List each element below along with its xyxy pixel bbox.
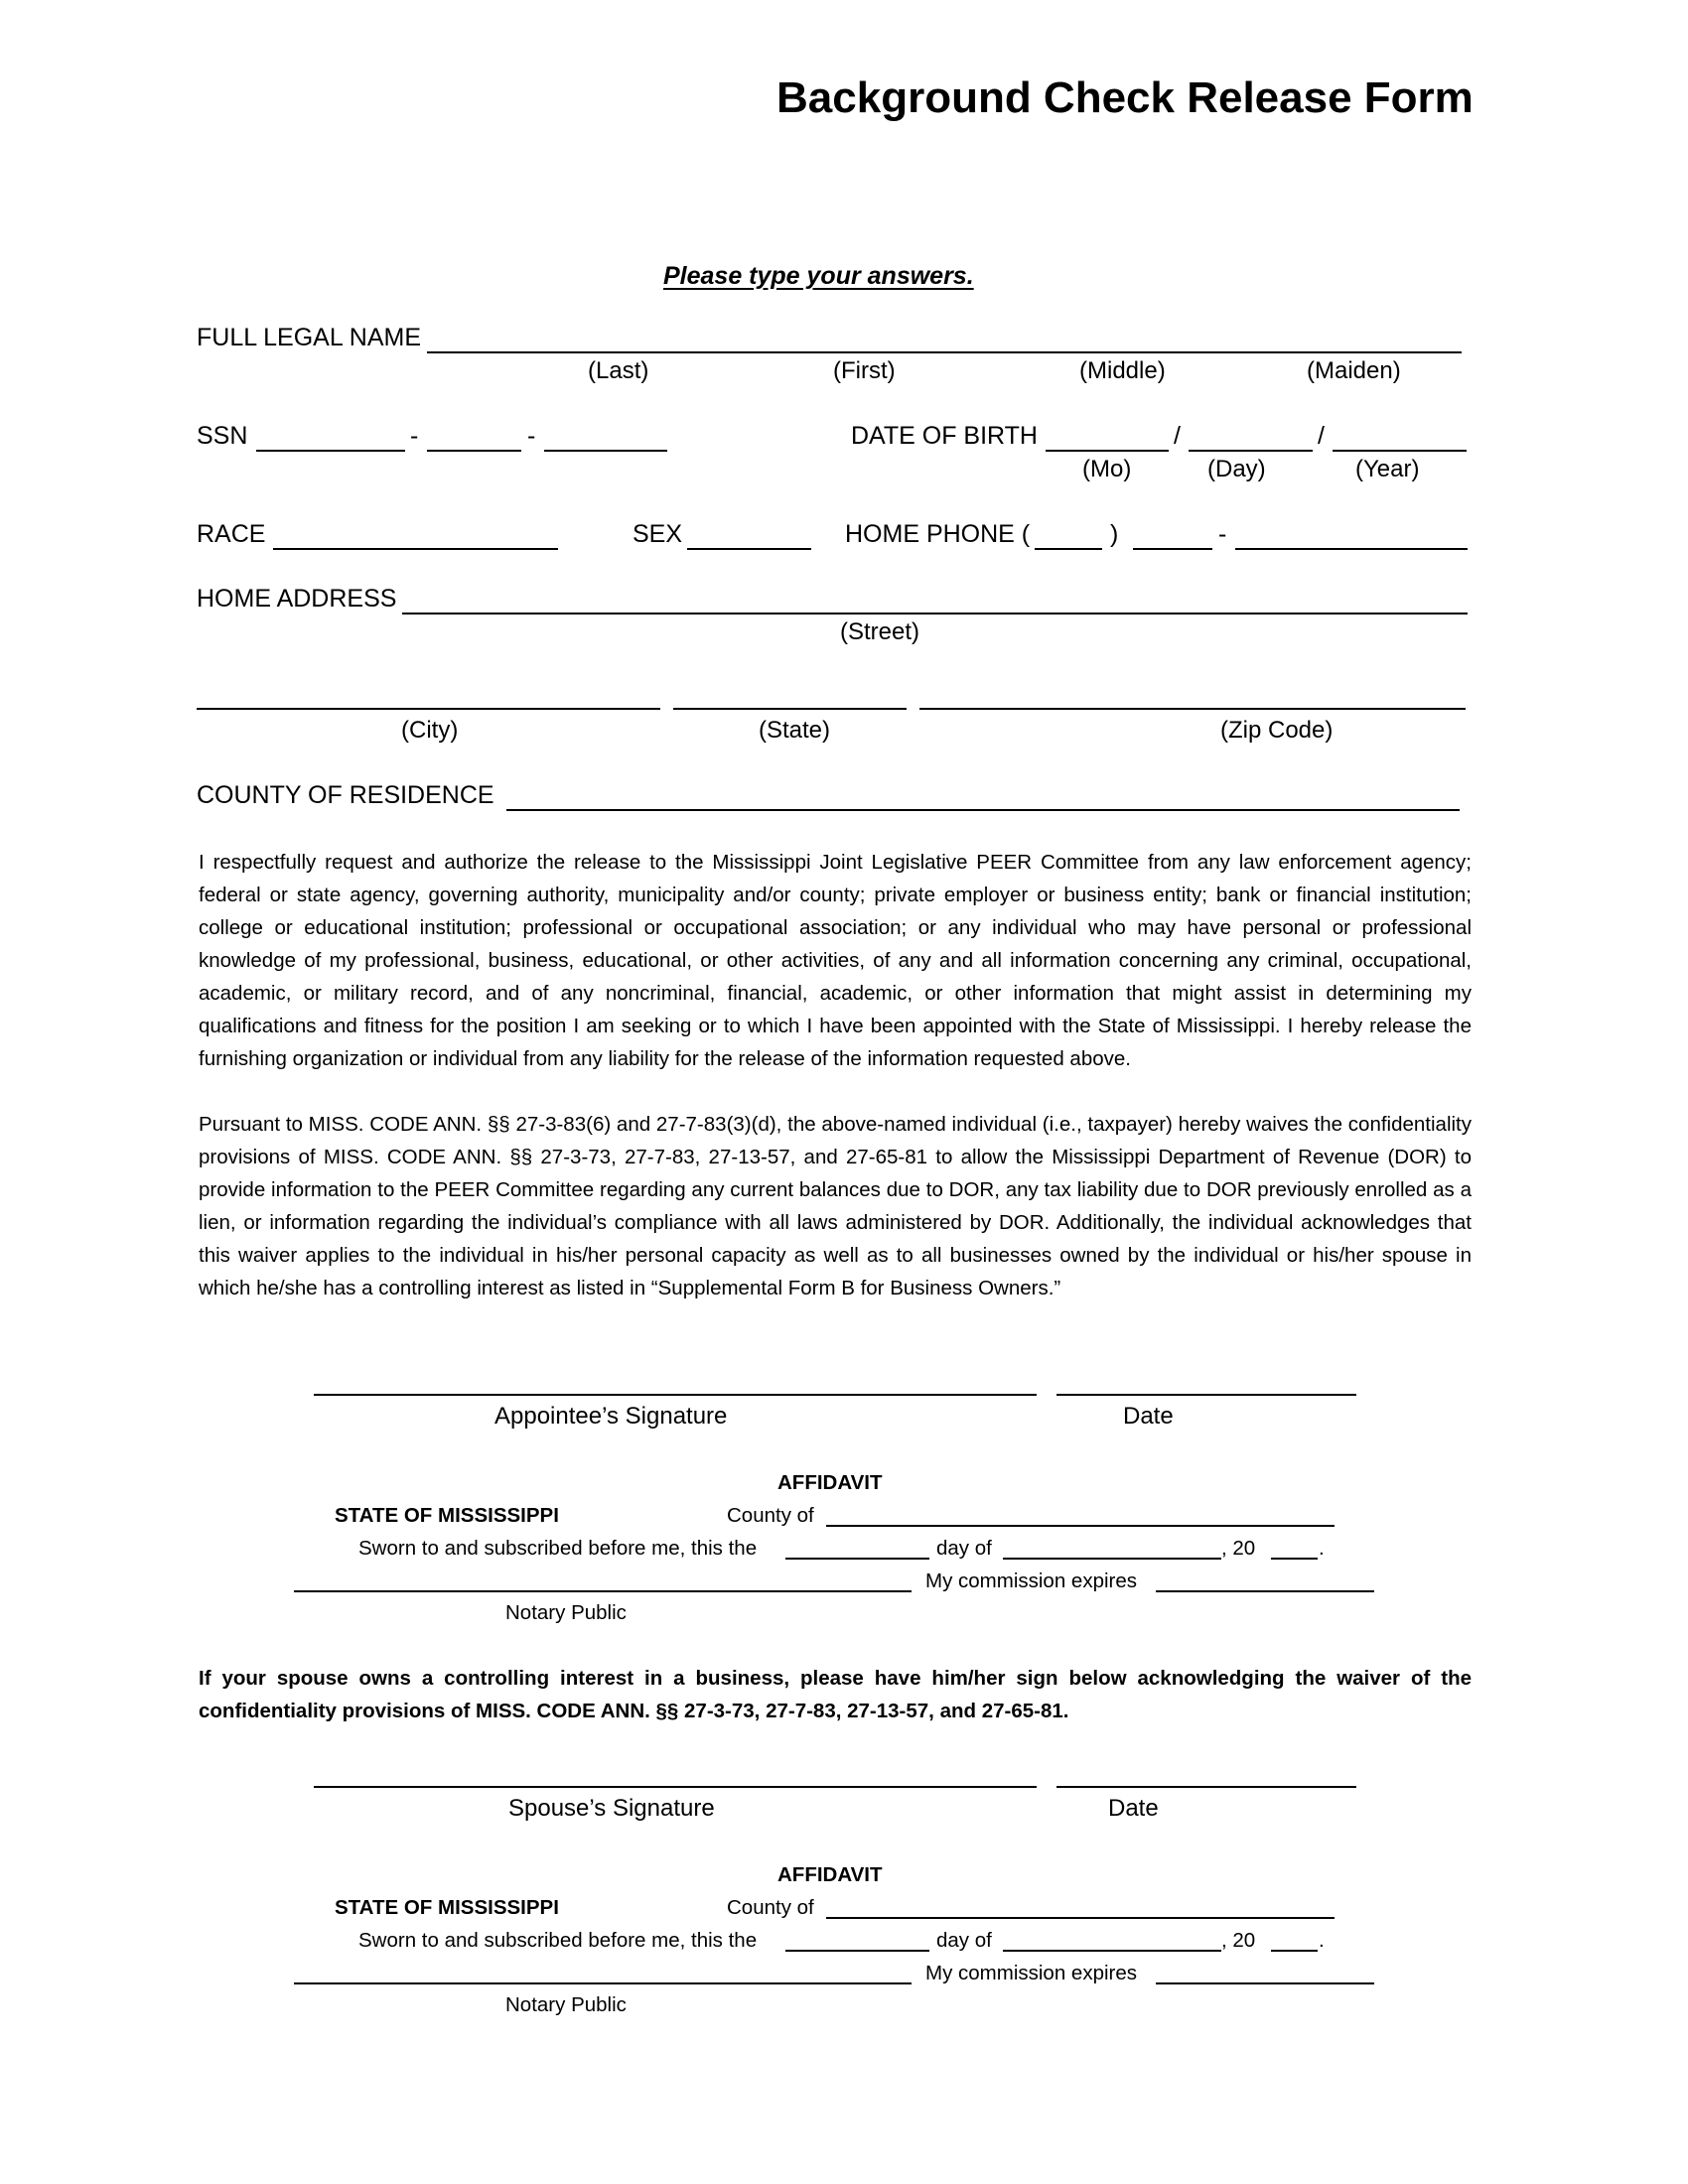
affidavit-1-year-prefix: , 20 [1221,1537,1256,1560]
sex-line [687,548,811,550]
spouse-date-label: Date [1108,1795,1159,1822]
ssn-separator-2: - [527,422,536,450]
authorization-paragraph: I respectfully request and authorize the release to the Mississippi Joint Legislative PEER Committee from any law enforcement agency; federal or state agency, governing authority, municipality and/or county; private employer or business entity; bank or financial institution; college or educational institution; professional or occupational association; or any individual who may have personal or professional knowledge of my professional, business, educational, or other activities, of any and all information concerning any criminal, occupational, academic, or military record, and of any noncriminal, financial, academic, or other information that might assist in determining my qualifications and fitness for the position I am seeking or to which I have been appointed with the State of Mississippi. I hereby release the furnishing organization or individual from any liability for the release of the information requested above. [199,851,1472,1070]
affidavit-1-state: STATE OF MISSISSIPPI [335,1504,559,1527]
phone-line-number-line [1235,548,1468,550]
ssn-part2-input[interactable] [429,422,519,448]
affidavit-2-month-line[interactable] [1003,1950,1221,1952]
name-sublabel-last: (Last) [588,357,649,384]
dob-sublabel-year: (Year) [1355,456,1420,482]
race-input[interactable] [275,520,556,546]
affidavit-1-notary-label: Notary Public [505,1601,627,1624]
spouse-signature-label: Spouse’s Signature [508,1795,715,1822]
affidavit-2-notary-signature-line[interactable] [294,1982,912,1984]
phone-separator: - [1218,520,1227,548]
county-of-residence-line [506,809,1460,811]
zip-line [919,708,1466,710]
dob-month-input[interactable] [1048,422,1167,448]
phone-prefix-input[interactable] [1135,520,1210,546]
appointee-date-line[interactable] [1056,1394,1356,1396]
affidavit-1-sworn-text: Sworn to and subscribed before me, this the [358,1537,758,1560]
city-line [197,708,660,710]
affidavit-2-county-label: County of [727,1896,814,1919]
instruction-text: Please type your answers. [663,262,974,290]
dob-separator-1: / [1174,422,1181,450]
state-line [673,708,907,710]
ssn-separator-1: - [410,422,419,450]
affidavit-2-year-suffix: . [1319,1929,1325,1952]
zip-sublabel: (Zip Code) [1220,717,1334,744]
affidavit-2-day-line[interactable] [785,1950,929,1952]
affidavit-1-county-label: County of [727,1504,814,1527]
affidavit-2-notary-label: Notary Public [505,1993,627,2016]
affidavit-2-heading: AFFIDAVIT [777,1863,883,1886]
phone-close-paren: ) [1110,520,1119,548]
dob-day-line [1189,450,1313,452]
dor-waiver-paragraph: Pursuant to MISS. CODE ANN. §§ 27-3-83(6) and 27-7-83(3)(d), the above-named individual (i.e., taxpayer) hereby waives the confidentiality provisions of MISS. CODE ANN. §§ 27-3-73, 27-7-83, 27-13-57, and 27-65-81 to allow the Mississippi Department of Revenue (DOR) to provide information to the PEER Committee regarding any current balances due to DOR, any tax liability due to DOR previously enrolled as a lien, or information regarding the individual’s compliance with all laws administered by DOR. Additionally, the individual acknowledges that this waiver applies to the individual in his/her personal capacity as well as to all businesses owned by the individual or his/her spouse in which he/she has a controlling interest as listed in “Supplemental Form B for Business Owners.” [199,1113,1472,1299]
affidavit-2-sworn-text: Sworn to and subscribed before me, this the [358,1929,758,1952]
spouse-date-line[interactable] [1056,1786,1356,1788]
affidavit-2-year-line[interactable] [1271,1950,1318,1952]
affidavit-1-commission-line[interactable] [1156,1590,1374,1592]
ssn-part1-line [256,450,405,452]
affidavit-2-year-prefix: , 20 [1221,1929,1256,1952]
home-address-line [402,613,1468,614]
spouse-signature-line[interactable] [314,1786,1037,1788]
affidavit-1-commission-label: My commission expires [925,1570,1138,1592]
dob-day-input[interactable] [1191,422,1311,448]
home-phone-label: HOME PHONE ( [845,520,1031,548]
full-legal-name-label: FULL LEGAL NAME [197,324,422,351]
affidavit-1-year-line[interactable] [1271,1558,1318,1560]
affidavit-1-day-line[interactable] [785,1558,929,1560]
dob-label: DATE OF BIRTH [851,422,1038,450]
phone-prefix-line [1133,548,1212,550]
phone-area-line [1035,548,1102,550]
home-address-label: HOME ADDRESS [197,585,397,613]
county-of-residence-label: COUNTY OF RESIDENCE [197,781,494,809]
affidavit-1-day-of: day of [936,1537,992,1560]
affidavit-1-year-suffix: . [1319,1537,1325,1560]
affidavit-1-month-line[interactable] [1003,1558,1221,1560]
state-sublabel: (State) [759,717,831,744]
affidavit-2-day-of: day of [936,1929,992,1952]
affidavit-2-county-line[interactable] [826,1917,1335,1919]
ssn-part2-line [427,450,521,452]
affidavit-2-commission-line[interactable] [1156,1982,1374,1984]
full-legal-name-line [427,351,1462,353]
ssn-part1-input[interactable] [258,422,403,448]
page-title: Background Check Release Form [776,73,1474,122]
dob-sublabel-mo: (Mo) [1082,456,1132,482]
sex-label: SEX [633,520,683,548]
state-input[interactable] [675,680,905,706]
sex-input[interactable] [689,520,809,546]
dob-sublabel-day: (Day) [1207,456,1266,482]
phone-line-number-input[interactable] [1237,520,1466,546]
full-legal-name-input[interactable] [431,324,1460,349]
race-label: RACE [197,520,266,548]
ssn-part3-line [544,450,667,452]
home-address-input[interactable] [404,585,1466,611]
name-sublabel-first: (First) [833,357,896,384]
phone-area-input[interactable] [1037,520,1100,546]
affidavit-1-notary-signature-line[interactable] [294,1590,912,1592]
county-of-residence-input[interactable] [508,781,1458,807]
affidavit-1-county-line[interactable] [826,1525,1335,1527]
appointee-signature-label: Appointee’s Signature [494,1403,728,1430]
affidavit-1-heading: AFFIDAVIT [777,1471,883,1494]
name-sublabel-middle: (Middle) [1079,357,1166,384]
race-line [273,548,558,550]
spouse-notice-paragraph: If your spouse owns a controlling interest in a business, please have him/her sign below acknowledging the waiver of the confidentiality provisions of MISS. CODE ANN. §§ 27-3-73, 27-7-83, 27-13-57, and 27-65-81. [199,1667,1472,1722]
dob-month-line [1046,450,1169,452]
affidavit-2-state: STATE OF MISSISSIPPI [335,1896,559,1919]
dob-year-input[interactable] [1335,422,1465,448]
appointee-date-label: Date [1123,1403,1174,1430]
ssn-part3-input[interactable] [546,422,665,448]
affidavit-2-commission-label: My commission expires [925,1962,1138,1984]
appointee-signature-line[interactable] [314,1394,1037,1396]
dob-year-line [1333,450,1467,452]
city-input[interactable] [199,680,658,706]
ssn-label: SSN [197,422,248,450]
name-sublabel-maiden: (Maiden) [1307,357,1401,384]
city-sublabel: (City) [401,717,459,744]
dob-separator-2: / [1318,422,1325,450]
zip-input[interactable] [921,680,1464,706]
address-sublabel-street: (Street) [840,618,920,645]
